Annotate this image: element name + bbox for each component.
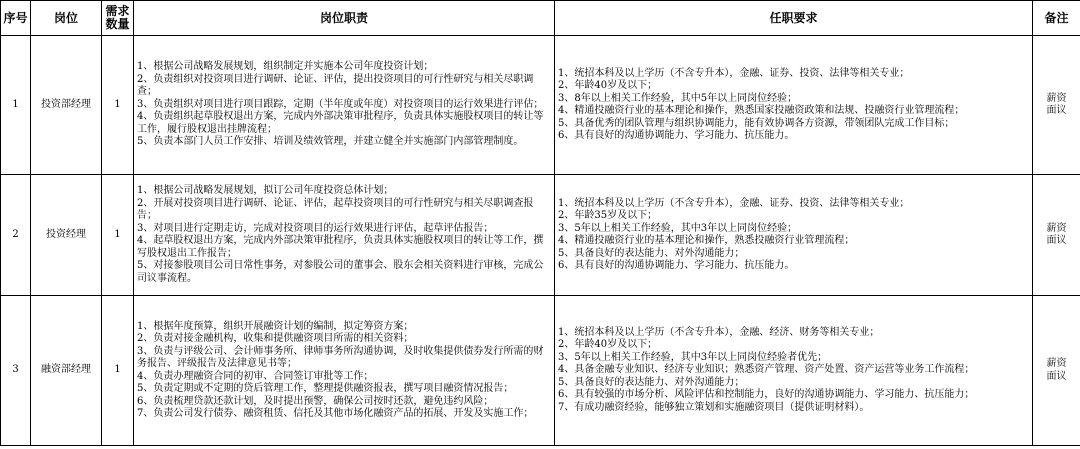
cell-remarks xyxy=(1033,36,1080,175)
duty-item: 4、负责办理融资合同的初审、合同签订审批等工作； xyxy=(137,370,374,382)
cell-requirements xyxy=(555,296,1033,446)
duty-item: 1、根据公司战略发展规划，拟订公司年度投资总体计划； xyxy=(137,185,394,196)
cell-position: 融资部经理 xyxy=(31,296,102,446)
duty-item: 5、负责本部门人员工作安排、培训及绩效管理，并建立健全并实施部门内部管理制度。 xyxy=(137,136,524,148)
requirement-item: 5、具备良好的表达能力、对外沟通能力； xyxy=(558,376,745,388)
cell-count: 1 xyxy=(102,36,134,175)
header-duties: 岗位职责 xyxy=(134,1,555,36)
requirement-item: 4、具备金融专业知识、经济专业知识；熟悉资产管理、资产处置、资产运营等业务工作流程； xyxy=(558,364,975,376)
duty-item: 1、根据年度预算，组织开展融资计划的编制，拟定筹资方案； xyxy=(137,320,414,332)
remarks-line1: 薪资 xyxy=(1046,358,1067,369)
cell-duties xyxy=(134,36,555,175)
header-row xyxy=(1,1,1080,36)
cell-seq: 1 xyxy=(1,36,31,175)
remarks-line1: 薪资 xyxy=(1046,92,1067,104)
cell-requirements xyxy=(555,36,1033,175)
cell-count: 1 xyxy=(102,296,134,446)
table-row xyxy=(1,175,1080,296)
requirement-item: 7、有成功融资经验，能够独立策划和实施融资项目（提供证明材料）。 xyxy=(558,401,870,413)
remarks-line1: 薪资 xyxy=(1046,222,1067,234)
cell-seq: 3 xyxy=(1,296,31,446)
table-row xyxy=(1,36,1080,175)
cell-count: 1 xyxy=(102,175,134,296)
duty-item: 1、根据公司战略发展规划，组织制定并实施本公司年度投资计划； xyxy=(137,61,434,73)
remarks-line2: 面议 xyxy=(1046,105,1067,116)
duty-item: 7、负责公司发行债券、融资租赁、信托及其他市场化融资产品的拓展、开发及实施工作； xyxy=(137,408,534,419)
cell-duties xyxy=(134,175,555,296)
requirement-item: 5、具备良好的表达能力、对外沟通能力； xyxy=(558,247,745,259)
requirement-item: 5、具备优秀的团队管理与组织协调能力，能有效协调各方资源，带领团队完成工作目标； xyxy=(558,117,955,129)
header-requirements: 任职要求 xyxy=(555,1,1033,36)
cell-position: 投资经理 xyxy=(31,175,102,296)
requirement-item: 4、精通投融资行业的基本理论和操作，熟悉投融资行业管理流程； xyxy=(558,235,855,246)
header-count xyxy=(102,1,134,36)
header-position: 岗位 xyxy=(31,1,102,36)
table-row xyxy=(1,296,1080,446)
cell-duties xyxy=(134,296,555,446)
duty-item: 6、负责梳理贷款还款计划，及时提出预警，确保公司按时还款，避免违约风险； xyxy=(137,395,494,407)
duty-item: 2、负责对接金融机构，收集和提供融资项目所需的相关资料； xyxy=(137,333,414,344)
duty-item: 3、对项目进行定期走访，完成对投资项目的运行效果进行评估，起草评估报告； xyxy=(137,222,494,234)
duty-item: 5、负责定期或不定期的贷后管理工作，整理提供融资报表，撰写项目融资情况报告； xyxy=(137,383,514,394)
requirement-item: 2、年龄35岁及以下； xyxy=(558,210,658,221)
requirement-item: 3、8年以上相关工作经验，其中5年以上同岗位经验； xyxy=(558,92,798,104)
duty-item: 2、开展对投资项目进行调研、论证、评估，起草投资项目的可行性研究与相关尽职调查报告； xyxy=(137,197,534,221)
duty-item: 3、负责与评级公司、会计师事务所、律师事务所沟通协调，及时收集提供债券发行所需的财务报告、评级报告及法律意见书等； xyxy=(137,345,544,369)
header-seq: 序号 xyxy=(1,1,31,36)
cell-remarks xyxy=(1033,296,1080,446)
cell-seq: 2 xyxy=(1,175,31,296)
cell-position: 投资部经理 xyxy=(31,36,102,175)
requirement-item: 6、具有良好的沟通协调能力、学习能力、抗压能力。 xyxy=(558,130,795,141)
duty-item: 4、起草股权退出方案，完成内外部决策审批程序，负责具体实施股权项目的转让等工作，撰写股权退出工作报告； xyxy=(137,235,544,259)
requirement-item: 1、统招本科及以上学历（不含专升本），金融、经济、财务等相关专业； xyxy=(558,326,880,338)
requirement-item: 4、精通投融资行业的基本理论和操作，熟悉国家投融资政策和法规、投融资行业管理流程； xyxy=(558,105,965,116)
requirement-item: 3、5年以上相关工作经验，其中3年以上同岗位经验者优先； xyxy=(558,351,828,363)
duty-item: 4、负责组织起草股权退出方案，完成内外部决策审批程序，负责具体实施股权项目的转让等工作，履行股权退出挂牌流程； xyxy=(137,111,544,135)
duty-item: 2、负责组织对投资项目进行调研、论证、评估，提出投资项目的可行性研究与相关尽职调查； xyxy=(137,73,534,98)
cell-remarks xyxy=(1033,175,1080,296)
header-remarks: 备注 xyxy=(1033,1,1080,36)
requirement-item: 2、年龄40岁及以下； xyxy=(558,80,658,91)
requirement-item: 1、统招本科及以上学历（不含专升本），金融、证券、投资、法律等相关专业； xyxy=(558,197,910,209)
remarks-line2: 面议 xyxy=(1046,370,1067,382)
duty-item: 3、负责组织对项目进行项目跟踪，定期（半年度或年度）对投资项目的运行效果进行评估； xyxy=(137,98,544,110)
header-count-line2: 数量 xyxy=(105,17,130,31)
requirement-item: 1、统招本科及以上学历（不含专升本），金融、证券、投资、法律等相关专业； xyxy=(558,67,910,79)
requirement-item: 6、具有较强的市场分析、风险评估和控制能力，良好的沟通协调能力、学习能力、抗压能力； xyxy=(558,389,975,401)
requirement-item: 3、5年以上相关工作经验，其中3年以上同岗位经验； xyxy=(558,222,798,234)
duty-item: 5、对接参股项目公司日常性事务，对参股公司的董事会、股东会相关资料进行审核，完成公司议事流程。 xyxy=(137,260,544,284)
requirement-item: 6、具有良好的沟通协调能力、学习能力、抗压能力。 xyxy=(558,260,795,271)
header-count-line1: 需求 xyxy=(105,4,130,18)
requirement-item: 2、年龄40岁及以下； xyxy=(558,339,658,351)
remarks-line2: 面议 xyxy=(1046,235,1067,246)
cell-requirements xyxy=(555,175,1033,296)
